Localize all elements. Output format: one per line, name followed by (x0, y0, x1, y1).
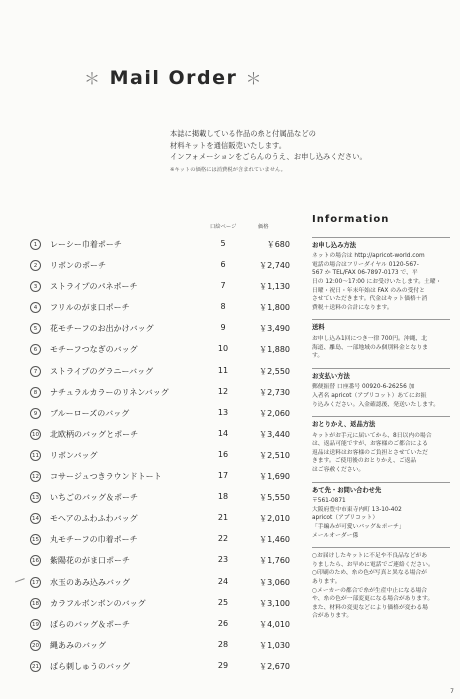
item-page: 17 (217, 471, 229, 481)
item-price: ￥2,010 (259, 514, 290, 524)
info-section-body: キットがお手元に届いてから、8日以内の場合 は、返品可能ですが、お客様のご都合による 返品は送料はお客様のご負担とさせていただ きます。ご使用後のおとりかえ、ご返品 はご容赦ください。 (312, 432, 432, 474)
column-header-price: 価格 (258, 224, 269, 230)
info-section-body: ネットの場合は http://apricot-world.com 電話の場合はフリーダイヤル 0120-567- 567 か TEL/FAX 06-7897-0173 で、平 日の 12:00～17:00 にお受けいたします。土曜・ 日曜・祝日・年末年始は FAX のみの受付と させていただきます。代金はキット価格＋消 費税＋送料の合計になります。 (312, 253, 442, 311)
list-item (30, 574, 294, 595)
item-name: モチーフつなぎのバッグ (50, 345, 138, 355)
item-page: 24 (217, 576, 229, 586)
column-header-page: 口絵ページ (210, 224, 237, 230)
title-text: Mail Order (109, 67, 238, 89)
item-price: ￥2,550 (259, 366, 290, 376)
item-page: 6 (220, 260, 226, 270)
info-section (312, 319, 450, 360)
item-name: 縄あみのバッグ (50, 640, 106, 650)
item-name: いちごのバッグ＆ポーチ (50, 493, 138, 503)
item-name: 紫陽花のがま口ポーチ (50, 556, 130, 566)
item-page: 7 (220, 281, 226, 291)
item-price: ￥2,730 (259, 387, 290, 397)
item-page: 9 (220, 323, 226, 333)
info-section-body: ○お届けしたキットに不足や不良品などがあ りましたら、お早めに電話でご連絡ください。 ○印刷のため、糸の色が写真と異なる場合が あります。 ○メーカーの都合で糸が生産中止になる場合 や、糸の色が一部変更になる場合があります。 また、材料の変更などにより価格が変わる場 合があります。 (312, 553, 434, 620)
item-price: ￥680 (266, 240, 290, 249)
item-price: ￥1,130 (259, 282, 290, 292)
info-section (312, 237, 450, 313)
info-section-body: 郵便振替 口座番号 00920-6-26256 加 入者名 apricot（アプリコット）あてにお振 り込みください。入金確認後、発送いたします。 (312, 384, 440, 408)
item-page: 5 (220, 239, 226, 248)
item-price: ￥2,060 (259, 408, 290, 418)
item-number: 1 (30, 239, 41, 250)
item-page: 18 (217, 492, 229, 502)
item-name: ブルーローズのバッグ (50, 408, 130, 418)
info-section (312, 547, 450, 621)
item-name: 水玉のあみ込みバッグ (50, 577, 130, 587)
item-name: 花モチーフのお出かけバッグ (50, 324, 154, 334)
item-name: フリルのがま口ポーチ (50, 303, 130, 313)
item-number: 21 (30, 661, 41, 672)
item-name: ストライプのパネポーチ (50, 282, 138, 292)
intro-line: 材料キットを通信販売いたします。 (170, 140, 287, 150)
info-section (312, 416, 450, 475)
item-page: 16 (217, 449, 229, 459)
list-item (30, 658, 294, 679)
item-price: ￥2,510 (259, 450, 290, 460)
list-item (30, 363, 294, 384)
list-item (30, 595, 294, 616)
item-price: ￥4,010 (259, 619, 290, 629)
list-item (30, 637, 294, 658)
item-number: 11 (30, 450, 41, 461)
list-item (30, 405, 294, 426)
item-price: ￥3,060 (259, 577, 290, 587)
star-icon: ＊ (84, 69, 102, 88)
item-name: コサージュつきラウンドトート (50, 472, 162, 482)
list-item (30, 384, 294, 405)
item-page: 10 (217, 344, 229, 354)
item-page: 13 (217, 407, 229, 417)
item-page: 29 (217, 660, 229, 670)
info-section-body: 〒561-0871 大阪府豊中市東寺内町 13-10-402 apricot（アプリコット） 「手編みが可愛いバッグ＆ポーチ」 メールオーダー係 (312, 498, 405, 539)
item-name: ばら刺しゅうのバッグ (50, 661, 130, 671)
information-header: Information (312, 214, 390, 225)
item-page: 21 (217, 513, 229, 523)
item-price: ￥1,460 (259, 535, 290, 545)
item-number: 3 (30, 281, 41, 292)
item-number: 16 (30, 555, 41, 566)
info-section-title: 送料 (312, 324, 325, 332)
item-name: ストライプのグラニーバッグ (50, 366, 154, 376)
item-name: ばらのバッグ＆ポーチ (50, 619, 130, 629)
list-item (30, 616, 294, 637)
item-page: 12 (217, 386, 229, 396)
list-item (30, 278, 294, 299)
list-item (30, 299, 294, 320)
tax-note: ※キットの価格には消費税が含まれていません。 (170, 166, 286, 173)
item-number: 5 (30, 323, 41, 334)
item-page: 11 (217, 365, 229, 375)
item-name: モヘアのふわふわバッグ (50, 514, 138, 524)
list-item (30, 447, 294, 468)
hand-mark-icon (13, 573, 24, 582)
info-section-body: お申し込み1回につき一律 700円。沖縄、北 海道、離島、一部地域のみ個別料金となりま す。 (312, 335, 428, 360)
list-item (30, 552, 294, 573)
intro-line: 本誌に掲載している作品の糸と付属品などの (170, 129, 316, 138)
item-price: ￥1,030 (259, 640, 290, 650)
item-name: ナチュラルカラーのリネンバッグ (50, 387, 169, 397)
item-number: 8 (30, 387, 41, 398)
information-panel (312, 216, 450, 628)
item-price: ￥2,670 (259, 661, 290, 671)
info-section-title: お支払い方法 (312, 372, 350, 380)
item-page: 26 (217, 618, 229, 628)
star-icon: ＊ (245, 69, 264, 88)
item-price: ￥2,740 (259, 261, 290, 271)
kit-list (30, 236, 294, 679)
item-price: ￥3,490 (259, 324, 290, 334)
list-item (30, 236, 294, 257)
info-section-title: あて先・お問い合わせ先 (312, 486, 382, 494)
item-number: 19 (30, 619, 41, 630)
page-number: 7 (450, 688, 454, 695)
list-item (30, 426, 294, 447)
item-price: ￥1,690 (259, 472, 290, 482)
item-number: 12 (30, 471, 41, 482)
intro-line: インフォメーションをごらんのうえ、お申し込みください。 (170, 152, 367, 161)
item-name: レーシー巾着ポーチ (50, 240, 122, 249)
intro-text (170, 128, 440, 176)
item-number: 6 (30, 344, 41, 355)
item-name: カラフルボンボンのバッグ (50, 598, 146, 608)
item-price: ￥1,800 (259, 303, 290, 313)
item-price: ￥1,880 (259, 345, 290, 355)
item-number: 15 (30, 534, 41, 545)
item-number: 13 (30, 492, 41, 503)
item-number: 9 (30, 408, 41, 419)
item-number: 14 (30, 513, 41, 524)
list-item (30, 341, 294, 362)
item-name: リボンのポーチ (50, 261, 106, 271)
item-name: リボンバッグ (50, 450, 98, 460)
list-item (30, 257, 294, 278)
item-number: 10 (30, 429, 41, 440)
page-title (84, 66, 263, 89)
item-page: 22 (217, 534, 229, 544)
info-section (312, 368, 450, 409)
item-page: 14 (217, 428, 229, 438)
item-price: ￥3,440 (259, 429, 290, 439)
info-section-title: お申し込み方法 (312, 241, 357, 249)
list-item (30, 510, 294, 531)
info-section (312, 482, 450, 541)
list-item (30, 320, 294, 341)
list-item (30, 531, 294, 552)
item-name: 北欧柄のバッグとポーチ (50, 429, 139, 439)
item-number: 2 (30, 260, 41, 271)
list-item (30, 489, 294, 510)
item-price: ￥3,100 (259, 598, 290, 608)
item-page: 25 (217, 597, 229, 607)
item-number: 17 (30, 577, 41, 588)
item-name: 丸モチーフの巾着ポーチ (50, 535, 138, 545)
item-price: ￥5,550 (259, 493, 290, 503)
item-number: 20 (30, 640, 41, 651)
list-item (30, 468, 294, 489)
item-number: 7 (30, 366, 41, 377)
item-number: 18 (30, 598, 41, 609)
info-section-title: おとりかえ、返品方法 (312, 421, 376, 429)
item-page: 28 (217, 639, 229, 649)
item-page: 8 (220, 302, 226, 312)
item-number: 4 (30, 302, 41, 313)
item-price: ￥1,760 (259, 556, 290, 566)
item-page: 23 (217, 555, 229, 565)
